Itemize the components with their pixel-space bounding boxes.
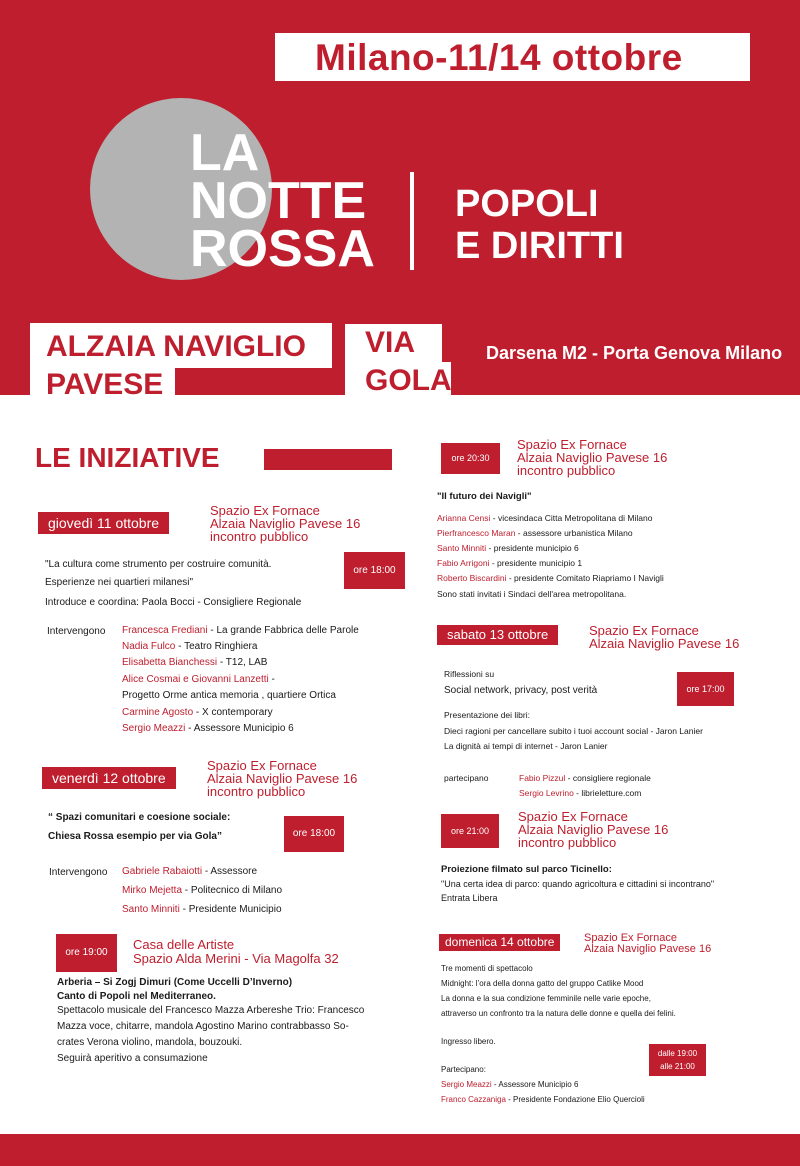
darsena-location: Darsena M2 - Porta Genova Milano <box>486 343 783 363</box>
sat-venue-1: Spazio Ex Fornace <box>589 623 699 638</box>
fri-venue2-2: Spazio Alda Merini - Via Magolfa 32 <box>133 951 339 966</box>
thu-intervengono: Intervengono <box>47 626 106 637</box>
fri-evening-venue-3: incontro pubblico <box>517 463 616 478</box>
sat-topic: Social network, privacy, post verità <box>444 685 598 696</box>
title-divider <box>410 172 414 270</box>
sat-partecipano: partecipano <box>444 773 489 783</box>
sun-venue-1: Spazio Ex Fornace <box>584 932 677 944</box>
fri-event2-subtitle: Canto di Popoli nel Mediterraneo. <box>57 991 216 1002</box>
title-rossa: ROSSA <box>190 220 375 278</box>
fri-event2-desc: Mazza voce, chitarre, mandola Agostino Marino contrabbasso So- <box>57 1021 349 1032</box>
sat-venue2-1: Spazio Ex Fornace <box>518 809 628 824</box>
place1-line2: PAVESE <box>46 368 164 401</box>
sat-film-entry: Entrata Libera <box>441 893 498 903</box>
fri-event2-title: Arberia – Si Zogj Dimuri (Come Uccelli D’Inverno) <box>57 977 293 988</box>
fri-event2-desc: crates Verona violino, mandola, bouzouki. <box>57 1037 243 1048</box>
sun-speaker-row: Franco Cazzaniga - Presidente Fondazione Elio Quercioli <box>441 1095 645 1104</box>
day-label-sunday: domenica 14 ottobre <box>439 934 560 951</box>
fri-evening-note: Sono stati invitati i Sindaci dell'area metropolitana. <box>437 589 627 599</box>
sat-speaker-row: Fabio Pizzul - consigliere regionale <box>519 773 651 783</box>
sat-venue2-3: incontro pubblico <box>518 835 617 850</box>
sat-film-title: Proiezione filmato sul parco Ticinello: <box>441 864 612 875</box>
thu-venue-3: incontro pubblico <box>210 529 309 544</box>
thu-speaker-row: Nadia Fulco - Teatro Ringhiera <box>122 641 258 652</box>
thu-intro: Introduce e coordina: Paola Bocci - Consigliere Regionale <box>45 597 302 608</box>
fri-evening-title: "Il futuro dei Navigli" <box>437 491 532 502</box>
day-label-thursday: giovedì 11 ottobre <box>38 512 169 534</box>
fri-evening-speaker-row: Fabio Arrigoni - presidente municipio 1 <box>437 558 583 568</box>
thu-venue-1: Spazio Ex Fornace <box>210 503 320 518</box>
fri-event2-desc: Spettacolo musicale del Francesco Mazza Arbereshe Trio: Francesco <box>57 1005 365 1016</box>
place2-line1: VIA <box>365 326 416 359</box>
sun-ingresso: Ingresso libero. <box>441 1037 496 1046</box>
footer-bar <box>0 1134 800 1166</box>
fri-time-box-2: ore 19:00 <box>56 934 117 972</box>
thu-quote-1: "La cultura come strumento per costruire comunità. <box>45 559 272 570</box>
sun-line-4: attraverso un confronto tra la natura delle donne e quella dei felini. <box>441 1009 676 1018</box>
thu-quote-2: Esperienze nei quartieri milanesi" <box>45 577 194 588</box>
sat-book-1: Dieci ragioni per cancellare subito i tuoi account social - Jaron Lanier <box>444 726 703 736</box>
fri-evening-speaker-row: Santo Minniti - presidente municipio 6 <box>437 543 579 553</box>
iniziative-bar <box>264 449 392 470</box>
fri-evening-speaker-row: Pierfrancesco Maran - assessore urbanistica Milano <box>437 528 633 538</box>
place2-line2: GOLA <box>365 364 452 397</box>
thu-speaker-row: Alice Cosmai e Giovanni Lanzetti - <box>122 674 275 685</box>
fri-evening-speaker-row: Arianna Censi - vicesindaca Citta Metropolitana di Milano <box>437 513 653 523</box>
iniziative-title: LE INIZIATIVE <box>35 442 220 473</box>
sun-line-3: La donna e la sua condizione femminile nelle varie epoche, <box>441 994 651 1003</box>
date-line: Milano-11/14 ottobre <box>315 37 683 78</box>
fri-evening-speaker-row: Roberto Biscardini - presidente Comitato Riapriamo I Navigli <box>437 573 664 583</box>
title-la: LA <box>190 124 260 182</box>
sun-venue-2: Alzaia Naviglio Pavese 16 <box>584 943 712 955</box>
thu-speaker-row: Sergio Meazzi - Assessore Municipio 6 <box>122 723 294 734</box>
thu-speaker-row: Elisabetta Bianchessi - T12, LAB <box>122 657 268 668</box>
sat-speaker-row: Sergio Levrino - librieletture.com <box>519 788 642 798</box>
fri-venue-3: incontro pubblico <box>207 784 306 799</box>
day-label-friday: venerdì 12 ottobre <box>42 767 176 789</box>
sat-film-desc: "Una certa idea di parco: quando agricoltura e cittadini si incontrano" <box>441 879 715 889</box>
thu-time-box: ore 18:00 <box>344 552 405 589</box>
day-label-saturday: sabato 13 ottobre <box>437 625 558 645</box>
date-banner <box>275 33 750 81</box>
sat-book-2: La dignità ai tempi di internet - Jaron Lanier <box>444 741 608 751</box>
sat-venue2-2: Alzaia Naviglio Pavese 16 <box>518 822 669 837</box>
thu-speaker-row: Progetto Orme antica memoria , quartiere Ortica <box>122 690 336 701</box>
thu-speaker-row: Francesca Frediani - La grande Fabbrica delle Parole <box>122 625 359 636</box>
sun-time-to: alle 21:00 <box>660 1062 695 1071</box>
fri-quote-2: Chiesa Rossa esempio per via Gola” <box>48 831 222 842</box>
sun-line-1: Tre momenti di spettacolo <box>441 964 533 973</box>
sat-time-box-2: ore 21:00 <box>441 814 499 848</box>
sun-speaker-row: Sergio Meazzi - Assessore Municipio 6 <box>441 1080 579 1089</box>
sun-time-box <box>649 1044 706 1076</box>
sun-partecipano: Partecipano: <box>441 1065 486 1074</box>
sun-line-2: Midnight: l’ora della donna gatto del gruppo Catlike Mood <box>441 979 644 988</box>
fri-venue2-1: Casa delle Artiste <box>133 937 235 952</box>
fri-event2-note: Seguirà aperitivo a consumazione <box>57 1053 208 1064</box>
thu-venue-2: Alzaia Naviglio Pavese 16 <box>210 516 361 531</box>
fri-time-box: ore 18:00 <box>284 816 344 852</box>
fri-venue-1: Spazio Ex Fornace <box>207 758 317 773</box>
fri-speaker-row: Mirko Mejetta - Politecnico di Milano <box>122 885 283 896</box>
subtitle-popoli: POPOLI <box>455 183 599 225</box>
fri-intervengono: Intervengono <box>49 867 108 878</box>
sat-time-box: ore 17:00 <box>677 672 734 706</box>
fri-speaker-row: Gabriele Rabaiotti - Assessore <box>122 866 258 877</box>
sat-venue-2: Alzaia Naviglio Pavese 16 <box>589 636 740 651</box>
title-notte: NOTTE <box>190 172 367 230</box>
thu-speaker-row: Carmine Agosto - X contemporary <box>122 707 273 718</box>
fri-speaker-row: Santo Minniti - Presidente Municipio <box>122 904 282 915</box>
fri-evening-venue-2: Alzaia Naviglio Pavese 16 <box>517 450 668 465</box>
sun-time-from: dalle 19:00 <box>657 1049 698 1058</box>
fri-venue-2: Alzaia Naviglio Pavese 16 <box>207 771 358 786</box>
place1-line1: ALZAIA NAVIGLIO <box>46 330 306 363</box>
sat-presentazione: Presentazione dei libri: <box>444 710 530 720</box>
fri-quote-1: “ Spazi comunitari e coesione sociale: <box>48 812 231 823</box>
subtitle-diritti: E DIRITTI <box>455 225 624 267</box>
fri-evening-time-box: ore 20:30 <box>441 443 500 474</box>
fri-evening-venue-1: Spazio Ex Fornace <box>517 437 627 452</box>
sat-riflessioni: Riflessioni su <box>444 669 495 679</box>
